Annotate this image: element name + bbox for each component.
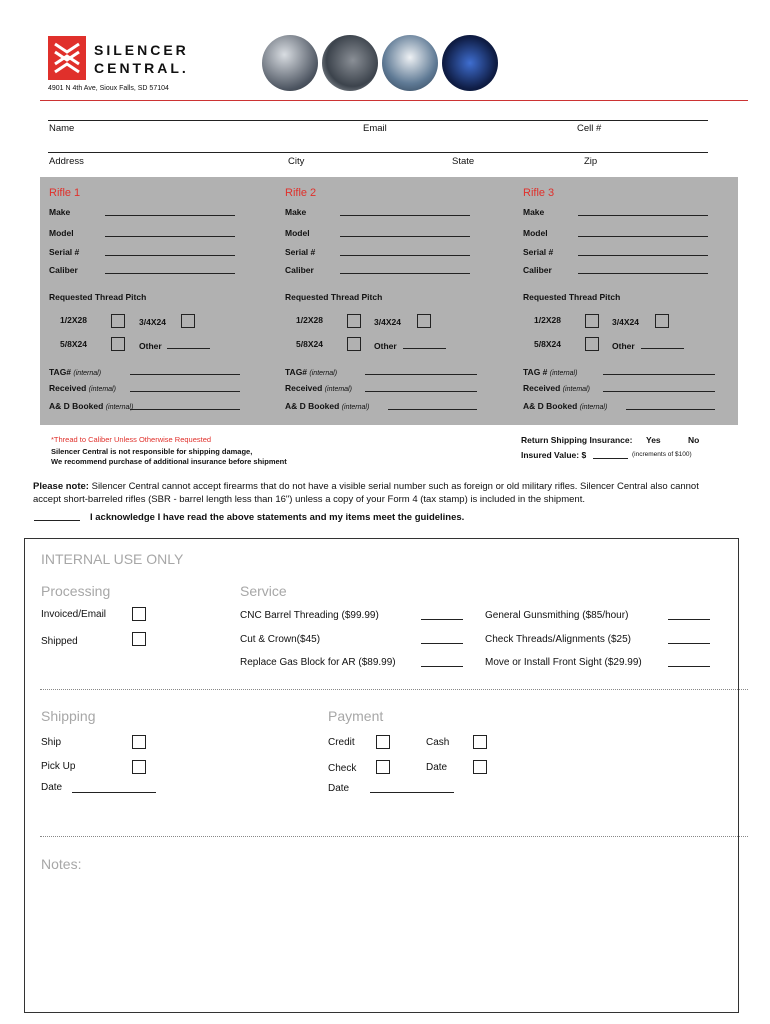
rifle-3-ad-label: A& D Booked: [523, 401, 578, 411]
rifle-2-tag-internal: (internal): [309, 370, 338, 377]
credit-label: Credit: [328, 737, 355, 748]
increments-note: (increments of $100): [632, 451, 692, 458]
rifle-1-ad-line[interactable]: [130, 409, 240, 410]
rifle-1-received: [49, 383, 116, 393]
rifle-3-serial-line[interactable]: [578, 255, 708, 256]
rifle-1-received-line[interactable]: [130, 391, 240, 392]
service-check-threads: Check Threads/Alignments ($25): [485, 634, 631, 645]
rifle-3-caliber: Caliber: [523, 265, 552, 275]
address-label: Address: [49, 156, 84, 167]
rifle-2-other-line[interactable]: [403, 348, 446, 349]
rifle-3-title: Rifle 3: [523, 187, 555, 199]
rifle-2-received-label: Received: [285, 383, 323, 393]
rifle-2-opt-34x24: 3/4X24: [374, 317, 401, 327]
service-gunsmithing: General Gunsmithing ($85/hour): [485, 610, 629, 621]
insured-value-label: Insured Value: $: [521, 450, 587, 460]
return-insurance-label: Return Shipping Insurance:: [521, 435, 633, 445]
pay-date-label-1: Date: [426, 762, 448, 773]
ship-date-line[interactable]: [72, 792, 156, 793]
service-gas-block-line[interactable]: [421, 666, 463, 667]
pay-date-line[interactable]: [370, 792, 454, 793]
rifle-1-ad-internal: (internal): [105, 404, 134, 411]
invoiced-label: Invoiced/Email: [41, 609, 107, 620]
rifle-3-tag: [523, 367, 577, 377]
rifle-3-tag-label: TAG #: [523, 367, 548, 377]
rifle-3-model-line[interactable]: [578, 236, 708, 237]
rifle-3-make-line[interactable]: [578, 215, 708, 216]
rifle-2-received-internal: (intemal): [324, 386, 352, 393]
shipped-label: Shipped: [41, 636, 78, 647]
rifle-2-received-line[interactable]: [365, 391, 477, 392]
pickup-checkbox[interactable]: [132, 760, 146, 774]
rifle-1-thread-pitch: Requested Thread Pitch: [49, 292, 147, 302]
zip-label: Zip: [584, 156, 598, 167]
disclaimer-text-1: Silencer Central cannot accept firearms that do not have a visible serial number such as foreign or old military rifles. Silencer Central also cannot: [88, 481, 699, 492]
rifle-1-ad: [49, 401, 133, 411]
rifle-3-received-internal: (intemal): [562, 386, 590, 393]
city-label: City: [288, 156, 305, 167]
company-address: 4901 N 4th Ave, Sioux Falls, SD 57104: [48, 85, 169, 92]
rifle-1-tag: [49, 367, 101, 377]
logo-line2: CENTRAL.: [94, 60, 189, 76]
insurance-note: We recommend purchase of additional insurance before shipment: [51, 457, 287, 466]
header-photo-3: [382, 35, 438, 91]
shipped-checkbox[interactable]: [132, 632, 146, 646]
rifle-3-opt-58x24: 5/8X24: [534, 339, 561, 349]
ship-date-label: Date: [41, 782, 63, 793]
name-label: Name: [49, 123, 75, 134]
service-heading: Service: [240, 583, 287, 599]
rifle-3-received-line[interactable]: [603, 391, 715, 392]
acknowledge-line[interactable]: [34, 520, 80, 521]
rifle-3-ad: [523, 401, 607, 411]
contact-line-1[interactable]: [48, 120, 708, 121]
rifle-1-tag-label: TAG#: [49, 367, 72, 377]
service-gas-block: Replace Gas Block for AR ($89.99): [240, 657, 396, 668]
rifle-1-tag-line[interactable]: [130, 374, 240, 375]
rifle-1-caliber-line[interactable]: [105, 273, 235, 274]
rifle-1-checkbox-12x28[interactable]: [111, 314, 125, 328]
cell-label: Cell #: [577, 123, 602, 134]
rifle-1-received-internal: (intemal): [88, 386, 116, 393]
rifle-3-opt-12x28: 1/2X28: [534, 315, 561, 325]
header-photo-4: [442, 35, 498, 91]
rifle-2-ad-label: A& D Booked: [285, 401, 340, 411]
header-photo-1: [262, 35, 318, 91]
rifle-1-other: Other: [139, 341, 162, 351]
rifle-3-tag-internal: (internal): [549, 370, 578, 377]
disclaimer-bold: Please note:: [33, 481, 89, 492]
rifle-3-other-line[interactable]: [641, 348, 684, 349]
rifle-2-model: Model: [285, 228, 310, 238]
rifle-2-other: Other: [374, 341, 397, 351]
service-front-sight: Move or Install Front Sight ($29.99): [485, 657, 642, 668]
rifle-2-checkbox-12x28[interactable]: [347, 314, 361, 328]
rifle-3-serial: Serial #: [523, 247, 554, 257]
rifle-2-thread-pitch: Requested Thread Pitch: [285, 292, 383, 302]
rifle-3-checkbox-34x24[interactable]: [655, 314, 669, 328]
rifle-1-checkbox-34x24[interactable]: [181, 314, 195, 328]
credit-checkbox[interactable]: [376, 735, 390, 749]
rifle-1-received-label: Received: [49, 383, 87, 393]
logo: [48, 36, 198, 82]
rifle-1-title: Rifle 1: [49, 187, 81, 199]
rifle-3-ad-line[interactable]: [626, 409, 715, 410]
rifle-2-caliber-line[interactable]: [340, 273, 470, 274]
rifle-1-opt-12x28: 1/2X28: [60, 315, 87, 325]
internal-use-title: INTERNAL USE ONLY: [41, 551, 184, 567]
ship-label: Ship: [41, 737, 62, 748]
service-front-sight-line[interactable]: [668, 666, 710, 667]
service-cut-crown: Cut & Crown($45): [240, 634, 321, 645]
header-divider: [40, 100, 748, 101]
rifle-1-checkbox-58x24[interactable]: [111, 337, 125, 351]
rifle-1-make: Make: [49, 207, 71, 217]
thread-note: *Thread to Caliber Unless Otherwise Requested: [51, 435, 212, 444]
rifle-3-ad-internal: (internal): [579, 404, 608, 411]
service-cut-crown-line[interactable]: [421, 643, 463, 644]
notes-heading: Notes:: [41, 856, 82, 872]
check-checkbox[interactable]: [376, 760, 390, 774]
rifle-2-make: Make: [285, 207, 307, 217]
rifle-2-title: Rifle 2: [285, 187, 317, 199]
disclaimer-line-2: accept short-barreled rifles (SBR - barrel length less than 16") unless a copy of your Form 4 (tax stamp) is included in the shipment.: [33, 494, 585, 505]
state-label: State: [452, 156, 475, 167]
insurance-no[interactable]: No: [688, 435, 700, 445]
disclaimer-line-1: [33, 481, 699, 492]
rifle-3-tag-line[interactable]: [603, 374, 715, 375]
insurance-yes[interactable]: Yes: [646, 435, 661, 445]
rifle-1-caliber: Caliber: [49, 265, 78, 275]
rifle-2-tag: [285, 367, 337, 377]
rifle-1-serial: Serial #: [49, 247, 80, 257]
rifle-1-serial-line[interactable]: [105, 255, 235, 256]
header-photo-2: [322, 35, 378, 91]
section-divider-2: [40, 836, 748, 837]
notes-area[interactable]: [41, 880, 731, 1000]
email-label: Email: [363, 123, 387, 134]
service-check-threads-line[interactable]: [668, 643, 710, 644]
rifle-3-checkbox-58x24[interactable]: [585, 337, 599, 351]
rifle-2-ad-internal: (internal): [341, 404, 370, 411]
rifle-1-opt-58x24: 5/8X24: [60, 339, 87, 349]
rifle-3-checkbox-12x28[interactable]: [585, 314, 599, 328]
pickup-label: Pick Up: [41, 761, 76, 772]
cash-label: Cash: [426, 737, 450, 748]
damage-note: Silencer Central is not responsible for shipping damage,: [51, 447, 253, 456]
rifle-2-caliber: Caliber: [285, 265, 314, 275]
ship-checkbox[interactable]: [132, 735, 146, 749]
rifle-1-other-line[interactable]: [167, 348, 210, 349]
rifle-2-checkbox-58x24[interactable]: [347, 337, 361, 351]
rifle-2-opt-12x28: 1/2X28: [296, 315, 323, 325]
payment-heading: Payment: [328, 708, 384, 724]
rifle-3-caliber-line[interactable]: [578, 273, 708, 274]
rifle-2-received: [285, 383, 352, 393]
service-gunsmithing-line[interactable]: [668, 619, 710, 620]
invoiced-checkbox[interactable]: [132, 607, 146, 621]
cash-checkbox[interactable]: [473, 735, 487, 749]
rifle-3-opt-34x24: 3/4X24: [612, 317, 639, 327]
rifle-2-ad-line[interactable]: [388, 409, 477, 410]
rifle-2-serial-line[interactable]: [340, 255, 470, 256]
rifle-2-opt-58x24: 5/8X24: [296, 339, 323, 349]
rifle-1-tag-internal: (internal): [73, 370, 102, 377]
rifle-3-other: Other: [612, 341, 635, 351]
rifle-1-model: Model: [49, 228, 74, 238]
rifle-3-received-label: Received: [523, 383, 561, 393]
rifle-1-opt-34x24: 3/4X24: [139, 317, 166, 327]
service-cnc-threading-line[interactable]: [421, 619, 463, 620]
rifle-2-make-line[interactable]: [340, 215, 470, 216]
shipping-heading: Shipping: [41, 708, 96, 724]
pay-date-label-2: Date: [328, 783, 350, 794]
rifle-1-model-line[interactable]: [105, 236, 235, 237]
rifle-2-model-line[interactable]: [340, 236, 470, 237]
rifle-3-thread-pitch: Requested Thread Pitch: [523, 292, 621, 302]
contact-line-2[interactable]: [48, 152, 708, 153]
check-label: Check: [328, 763, 357, 774]
rifle-2-serial: Serial #: [285, 247, 316, 257]
rifle-2-tag-label: TAG#: [285, 367, 308, 377]
rifle-2-ad: [285, 401, 369, 411]
section-divider-1: [40, 689, 748, 690]
logo-line1: SILENCER: [94, 42, 189, 58]
pay-date-checkbox[interactable]: [473, 760, 487, 774]
rifle-3-make: Make: [523, 207, 545, 217]
rifle-2-tag-line[interactable]: [365, 374, 477, 375]
rifle-1-make-line[interactable]: [105, 215, 235, 216]
rifle-2-checkbox-34x24[interactable]: [417, 314, 431, 328]
rifle-3-model: Model: [523, 228, 548, 238]
rifle-3-received: [523, 383, 590, 393]
rifle-1-ad-label: A& D Booked: [49, 401, 104, 411]
acknowledge-text: I acknowledge I have read the above statements and my items meet the guidelines.: [90, 512, 465, 523]
logo-mark-icon: [48, 36, 86, 80]
insured-value-line[interactable]: [593, 458, 628, 459]
processing-heading: Processing: [41, 583, 111, 599]
service-cnc-threading: CNC Barrel Threading ($99.99): [240, 610, 379, 621]
